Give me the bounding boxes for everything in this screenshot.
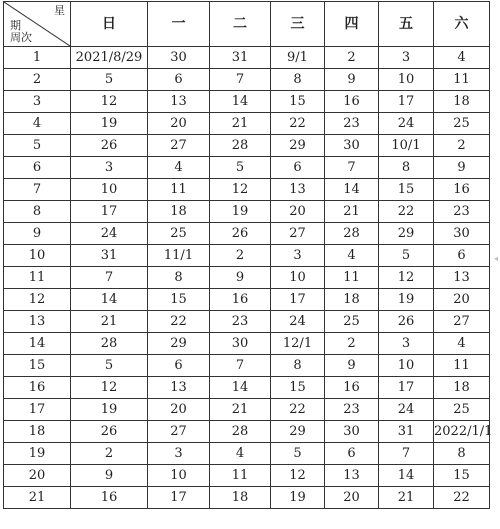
table-row [4,377,490,399]
table-row [4,399,490,421]
table-row [4,355,490,377]
week-number-cell: 1 [4,47,71,69]
date-cell: 22 [379,201,434,223]
date-cell: 31 [379,421,434,443]
date-cell: 4 [325,245,379,267]
date-cell: 11 [325,267,379,289]
table-row [4,267,490,289]
date-cell: 3 [148,443,210,465]
date-cell: 24 [379,113,434,135]
date-cell: 8 [379,157,434,179]
date-cell: 4 [434,333,490,355]
date-cell: 9 [210,267,271,289]
date-cell: 7 [210,69,271,91]
date-cell: 14 [325,179,379,201]
date-cell: 11 [434,69,490,91]
date-cell: 2021/8/29 [71,47,148,69]
corner-label-day: 星 [54,4,65,17]
date-cell: 10 [71,179,148,201]
date-cell: 11 [210,465,271,487]
week-number-cell: 16 [4,377,71,399]
date-cell: 23 [434,201,490,223]
date-cell: 12 [71,377,148,399]
day-header-sat: 六 [434,2,490,47]
week-calendar-table [3,1,493,509]
date-cell: 17 [379,91,434,113]
date-cell: 2 [434,135,490,157]
date-cell: 21 [210,113,271,135]
date-cell: 8 [271,69,325,91]
date-cell: 30 [325,421,379,443]
date-cell: 25 [148,223,210,245]
date-cell: 30 [148,47,210,69]
date-cell: 12 [271,465,325,487]
date-cell: 7 [210,355,271,377]
date-cell: 23 [325,399,379,421]
date-cell: 11 [434,355,490,377]
date-cell: 20 [148,399,210,421]
date-cell: 23 [210,311,271,333]
collapse-arrow-icon[interactable]: ◂ [493,254,498,263]
table-row [4,135,490,157]
date-cell: 10 [148,465,210,487]
table-row [4,157,490,179]
date-cell: 26 [379,311,434,333]
week-number-cell: 18 [4,421,71,443]
week-number-cell: 9 [4,223,71,245]
date-cell: 30 [325,135,379,157]
date-cell: 8 [271,355,325,377]
corner-header-cell [4,2,71,47]
date-cell: 18 [210,487,271,509]
date-cell: 4 [434,47,490,69]
week-number-cell: 5 [4,135,71,157]
date-cell: 18 [434,377,490,399]
date-cell: 10/1 [379,135,434,157]
date-cell: 9 [325,355,379,377]
date-cell: 19 [71,113,148,135]
day-header-sun: 日 [71,2,148,47]
date-cell: 21 [325,201,379,223]
date-cell: 20 [434,289,490,311]
date-cell: 2022/1/1 [434,421,490,443]
date-cell: 12 [71,91,148,113]
date-cell: 9 [325,69,379,91]
date-cell: 17 [271,289,325,311]
date-cell: 6 [325,443,379,465]
date-cell: 28 [210,421,271,443]
date-cell: 18 [148,201,210,223]
date-cell: 13 [148,377,210,399]
day-header-thu: 四 [325,2,379,47]
date-cell: 25 [325,311,379,333]
date-cell: 15 [379,179,434,201]
table-row [4,201,490,223]
date-cell: 25 [434,399,490,421]
date-cell: 29 [271,135,325,157]
date-cell: 15 [271,91,325,113]
date-cell: 28 [210,135,271,157]
date-cell: 11/1 [148,245,210,267]
date-cell: 24 [71,223,148,245]
table-row [4,91,490,113]
week-number-cell: 15 [4,355,71,377]
table-row [4,421,490,443]
table-row [4,245,490,267]
date-cell: 12/1 [271,333,325,355]
day-header-tue: 二 [210,2,271,47]
date-cell: 8 [148,267,210,289]
date-cell: 7 [71,267,148,289]
date-cell: 24 [379,399,434,421]
date-cell: 6 [148,355,210,377]
date-cell: 27 [271,223,325,245]
date-cell: 21 [379,487,434,509]
table-row [4,223,490,245]
date-cell: 13 [434,267,490,289]
day-header-wed: 三 [271,2,325,47]
header-row [4,2,490,47]
date-cell: 16 [210,289,271,311]
date-cell: 2 [325,333,379,355]
date-cell: 2 [210,245,271,267]
date-cell: 10 [379,69,434,91]
date-cell: 20 [325,487,379,509]
date-cell: 15 [271,377,325,399]
date-cell: 2 [325,47,379,69]
date-cell: 20 [271,201,325,223]
date-cell: 5 [71,69,148,91]
date-cell: 3 [379,47,434,69]
date-cell: 27 [148,421,210,443]
date-cell: 28 [71,333,148,355]
week-number-cell: 12 [4,289,71,311]
date-cell: 31 [210,47,271,69]
week-number-cell: 2 [4,69,71,91]
date-cell: 3 [271,245,325,267]
date-cell: 19 [271,487,325,509]
date-cell: 4 [148,157,210,179]
date-cell: 30 [210,333,271,355]
date-cell: 15 [434,465,490,487]
date-cell: 5 [379,245,434,267]
date-cell: 9 [71,465,148,487]
table-row [4,69,490,91]
date-cell: 21 [71,311,148,333]
date-cell: 14 [210,91,271,113]
date-cell: 7 [379,443,434,465]
calendar-body [4,47,493,509]
table-row [4,487,490,509]
date-cell: 9 [434,157,490,179]
date-cell: 7 [325,157,379,179]
date-cell: 25 [434,113,490,135]
table-row [4,443,490,465]
date-cell: 24 [271,311,325,333]
date-cell: 6 [148,69,210,91]
date-cell: 16 [71,487,148,509]
week-number-cell: 21 [4,487,71,509]
date-cell: 27 [148,135,210,157]
date-cell: 14 [379,465,434,487]
date-cell: 3 [71,157,148,179]
date-cell: 18 [325,289,379,311]
date-cell: 19 [71,399,148,421]
date-cell: 31 [71,245,148,267]
date-cell: 16 [434,179,490,201]
date-cell: 4 [210,443,271,465]
date-cell: 10 [271,267,325,289]
table-row [4,311,490,333]
date-cell: 5 [71,355,148,377]
week-number-cell: 4 [4,113,71,135]
date-cell: 19 [379,289,434,311]
date-cell: 26 [71,135,148,157]
date-cell: 10 [379,355,434,377]
date-cell: 8 [434,443,490,465]
table-row [4,47,490,69]
week-number-cell: 7 [4,179,71,201]
date-cell: 20 [148,113,210,135]
corner-label-week: 周次 [10,31,32,44]
week-number-cell: 8 [4,201,71,223]
week-number-cell: 14 [4,333,71,355]
corner-label-period: 期 [10,19,21,32]
date-cell: 6 [271,157,325,179]
date-cell: 30 [434,223,490,245]
date-cell: 29 [379,223,434,245]
date-cell: 13 [148,91,210,113]
date-cell: 21 [210,399,271,421]
week-number-cell: 6 [4,157,71,179]
date-cell: 16 [325,377,379,399]
day-header-mon: 一 [148,2,210,47]
date-cell: 29 [271,421,325,443]
date-cell: 13 [325,465,379,487]
date-cell: 29 [148,333,210,355]
date-cell: 9/1 [271,47,325,69]
date-cell: 14 [71,289,148,311]
date-cell: 27 [434,311,490,333]
date-cell: 17 [148,487,210,509]
day-header-fri: 五 [379,2,434,47]
date-cell: 28 [325,223,379,245]
date-cell: 12 [210,179,271,201]
date-cell: 12 [379,267,434,289]
week-number-cell: 11 [4,267,71,289]
date-cell: 17 [71,201,148,223]
week-number-cell: 19 [4,443,71,465]
date-cell: 16 [325,91,379,113]
date-cell: 22 [271,113,325,135]
table-row [4,333,490,355]
week-number-cell: 10 [4,245,71,267]
week-number-cell: 17 [4,399,71,421]
table-row [4,113,490,135]
table-row [4,179,490,201]
table-row [4,465,490,487]
date-cell: 11 [148,179,210,201]
table-row [4,289,490,311]
date-cell: 22 [434,487,490,509]
date-cell: 26 [210,223,271,245]
date-cell: 5 [210,157,271,179]
date-cell: 22 [271,399,325,421]
date-cell: 15 [148,289,210,311]
date-cell: 19 [210,201,271,223]
week-number-cell: 20 [4,465,71,487]
date-cell: 26 [71,421,148,443]
week-number-cell: 3 [4,91,71,113]
date-cell: 14 [210,377,271,399]
date-cell: 13 [271,179,325,201]
date-cell: 6 [434,245,490,267]
date-cell: 18 [434,91,490,113]
date-cell: 17 [379,377,434,399]
date-cell: 23 [325,113,379,135]
date-cell: 3 [379,333,434,355]
week-number-cell: 13 [4,311,71,333]
date-cell: 2 [71,443,148,465]
date-cell: 22 [148,311,210,333]
date-cell: 5 [271,443,325,465]
